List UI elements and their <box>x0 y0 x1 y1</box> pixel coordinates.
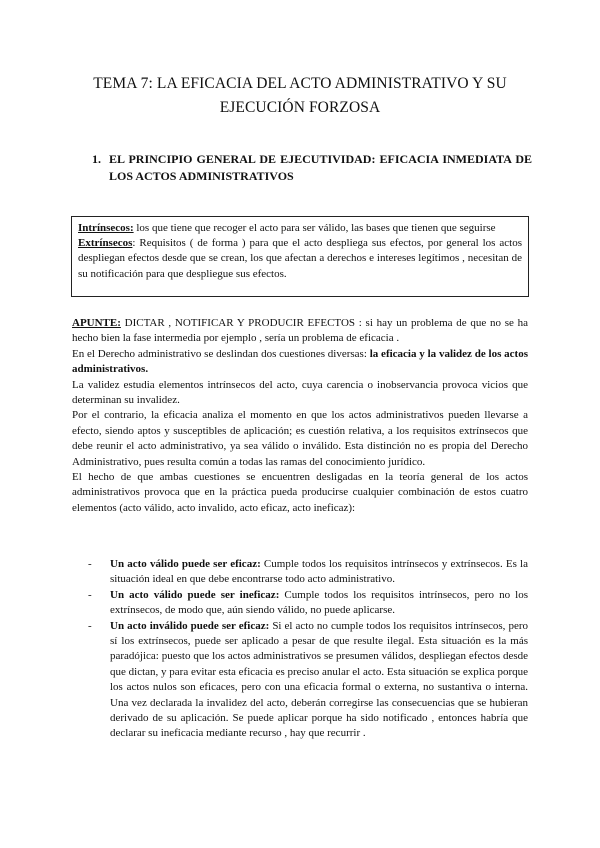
list-item-lead: Un acto válido puede ser eficaz: <box>110 558 261 570</box>
paragraph-combinacion: El hecho de que ambas cuestiones se encuentren desligadas en la teoría general de los actos administrativos provoca que en la práctica pueda producirse cualquier combinación de estos cuatro elementos (acto válido, acto invalido, acto eficaz, acto ineficaz): <box>72 471 528 514</box>
list-item-lead: Un acto válido puede ser ineficaz: <box>110 588 280 601</box>
paragraph-deslindan <box>72 347 528 378</box>
extrinsecos-text: : Requisitos ( de forma ) para que el acto despliega sus efectos, por general los actos despliegan efectos desde que se crean, los que afectan a derechos e intereses legítimos , necesitan de su notificación para que despliegue sus efectos. <box>78 237 522 280</box>
section-heading-text: EL PRINCIPIO GENERAL DE EJECUTIVIDAD: EFICACIA INMEDIATA DE LOS ACTOS ADMINISTRATIVOS <box>109 152 532 183</box>
list-dash: - <box>88 588 92 601</box>
list-item-lead: Un acto inválido puede ser eficaz: <box>110 619 270 632</box>
list-item-text: Cumple todos los requisitos intrínsecos y extrínsecos. Es la situación ideal en que debe encontrarse todo acto administrativo. <box>110 558 528 586</box>
section-number: 1. <box>92 152 101 166</box>
document-title: TEMA 7: LA EFICACIA DEL ACTO ADMINISTRATIVO Y SU EJECUCIÓN FORZOSA <box>93 75 507 116</box>
extrinsecos-definition <box>78 236 522 282</box>
list-item <box>88 557 528 588</box>
definitions-box <box>71 216 529 297</box>
intrinsecos-label: Intrínsecos: <box>78 222 134 234</box>
list-item <box>88 619 528 742</box>
body-text <box>72 316 528 516</box>
intrinsecos-definition <box>78 221 522 236</box>
extrinsecos-label: Extrínsecos <box>78 237 133 250</box>
paragraph-validez: La validez estudia elementos intrínsecos del acto, cuya carencia o inobservancia provoca vicios que determinan su invalidez. <box>72 378 528 407</box>
paragraph-eficacia: Por el contrario, la eficacia analiza el momento en que los actos administrativos pueden llevarse a efecto, siendo aptos y susceptibles de aplicación; es cuestión relativa, a los requisitos extrínsecos que debe reunir el acto administrativo, ya sea válido o inválido. Esta distinción no es propia del Derecho Administrativo, pues resulta común a todas las ramas del conocimiento jurídico. <box>72 409 528 468</box>
list-item-text: Cumple todos los requisitos intrínsecos, pero no los extrínsecos, de modo que, aún siendo válido, no puede aplicarse. <box>110 588 528 617</box>
list-item-text: Si el acto no cumple todos los requisitos intrínsecos, pero sí los extrínsecos, puede ser aplicado a pesar de que resulte ilegal. Esta situación es la más paradójica: puesto que los actos administrativos se presumen válidos, despliegan efectos desde que dictan, y para evitar esta eficacia es preciso anular el acto. Esta situación se explica porque los actos nulos son eficaces, pero con una eficacia formal o externa, no sustantiva o interna. Una vez declarada la invalidez del acto, deberán corregirse las consecuencias que se hubieran derivado de su aplicación. Se puede aplicar porque ha sido notificado , entonces habría que declarar su ineficacia mediante recurso , hay que recurrir . <box>110 619 528 740</box>
paragraph-deslindan-bold: la eficacia y la validez de los actos administrativos. <box>72 347 529 376</box>
list-dash: - <box>88 558 92 570</box>
apunte-label: APUNTE: <box>72 317 121 329</box>
list-dash: - <box>88 619 92 632</box>
section-heading <box>92 151 532 185</box>
paragraph-deslindan-text: En el Derecho administrativo se deslindan dos cuestiones diversas: <box>72 347 370 360</box>
intrinsecos-text: los que tiene que recoger el acto para ser válido, las bases que tienen que seguirse <box>133 222 496 234</box>
apunte-text: DICTAR , NOTIFICAR Y PRODUCIR EFECTOS : si hay un problema de que no se ha hecho bien la fase intermedia por ejemplo , sería un problema de eficacia . <box>72 317 528 345</box>
combinations-list <box>88 557 528 742</box>
list-item <box>88 588 528 619</box>
apunte-paragraph <box>72 316 528 347</box>
